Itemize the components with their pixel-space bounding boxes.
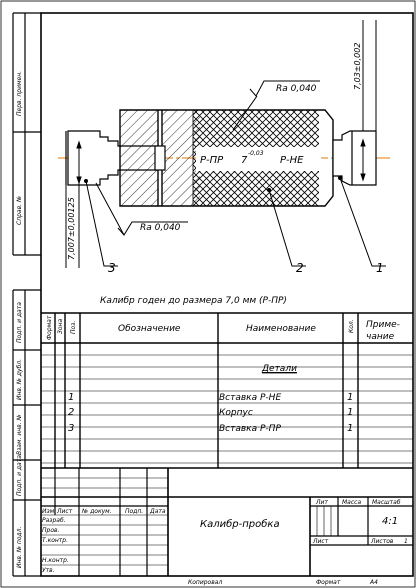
spec-header-qty: Кол. [348,319,355,333]
spec-row-qty: 1 [347,392,354,403]
stamp-orig-inv: Инв. № подл. [16,526,23,568]
callout-1: 1 [376,261,384,275]
footer-format-label: Формат [316,579,341,586]
sheet-frame [41,13,413,576]
spec-row [68,392,353,403]
nominal-size: 7 [241,155,248,166]
spec-row-name: Вставка Р-ПР [219,424,281,434]
tb-scale-value: 4:1 [382,516,399,527]
spec-header-note-2: чание [366,332,395,342]
tb-scale-label: Масштаб [372,499,401,506]
tb-sheets-value: 1 [404,538,408,545]
tb-role-norm-control: Н.контр. [42,557,69,564]
stamp-sign-date-1: Подп. и дата [16,302,23,343]
spec-header-name: Наименование [246,324,316,334]
footer-format-value: А4 [370,579,378,586]
spec-header-designation: Обозначение [118,324,181,334]
gauge-plug-drawing [58,20,392,306]
roughness-top-text: Ra 0,040 [276,84,317,94]
stamp-sign-date-2: Подп. и дата [16,455,23,496]
tb-role-tech-control: Т.контр. [42,537,69,544]
stamp-dup-inv: Инв. № дубл. [16,358,23,400]
tb-col-date: Дата [150,508,166,515]
dim-left-text: 7,007±0,00125 [67,197,76,260]
spec-row-name: Вставка Р-НЕ [219,393,282,403]
tolerance: -0,03 [248,150,264,157]
spec-row [68,407,353,418]
spec-header-pos: Поз. [70,320,77,334]
spec-row [68,423,353,434]
spec-row-pos: 3 [68,423,75,434]
spec-header-zone: Зона [57,318,64,334]
tb-col-sign: Подп. [125,508,144,515]
footer-copied: Копировал [188,579,223,586]
stamp-ref-no: Справ. № [16,195,23,225]
dim-right-text: 7,03±0,002 [353,42,362,90]
tb-role-approved: Утв. [42,567,55,574]
roughness-bottom-text: Ra 0,040 [140,223,181,233]
neck [155,146,165,170]
drawing-caption: Калибр годен до размера 7,0 мм (Р-ПР) [100,296,287,306]
tb-sheet-label: Лист [313,538,329,545]
spec-row-name: Корпус [219,408,253,418]
tb-title: Калибр-пробка [200,519,280,530]
spec-table-lines [41,313,413,468]
spec-row-qty: 1 [347,423,354,434]
stamp-first-use: Перв. примен. [16,70,23,116]
spec-header-note-1: Приме- [366,320,400,330]
tb-col-doc: № докум. [82,508,112,515]
callout-2: 2 [296,261,304,275]
stamp-repl-inv: Взам. инв. № [16,414,23,455]
spec-header-format: Формат [46,315,53,340]
spec-row-pos: 1 [68,392,75,403]
body-hatch-left [120,110,158,206]
insert-left-label: Р-ПР [200,155,224,166]
tb-mass-label: Масса [342,499,362,506]
insert-right-label: Р-НЕ [280,155,304,166]
spec-section-title: Детали [262,364,297,374]
tb-col-sheet: Лист [57,508,73,515]
tb-lit-label: Лит [316,499,328,506]
tb-role-checker: Пров. [42,527,60,534]
tb-role-developer: Разраб. [42,517,66,524]
tb-sheets-label: Листов [371,538,394,545]
spec-row-qty: 1 [347,407,354,418]
tb-col-change: Изм [42,508,55,515]
callout-3: 3 [108,261,116,275]
spec-row-pos: 2 [68,407,75,418]
